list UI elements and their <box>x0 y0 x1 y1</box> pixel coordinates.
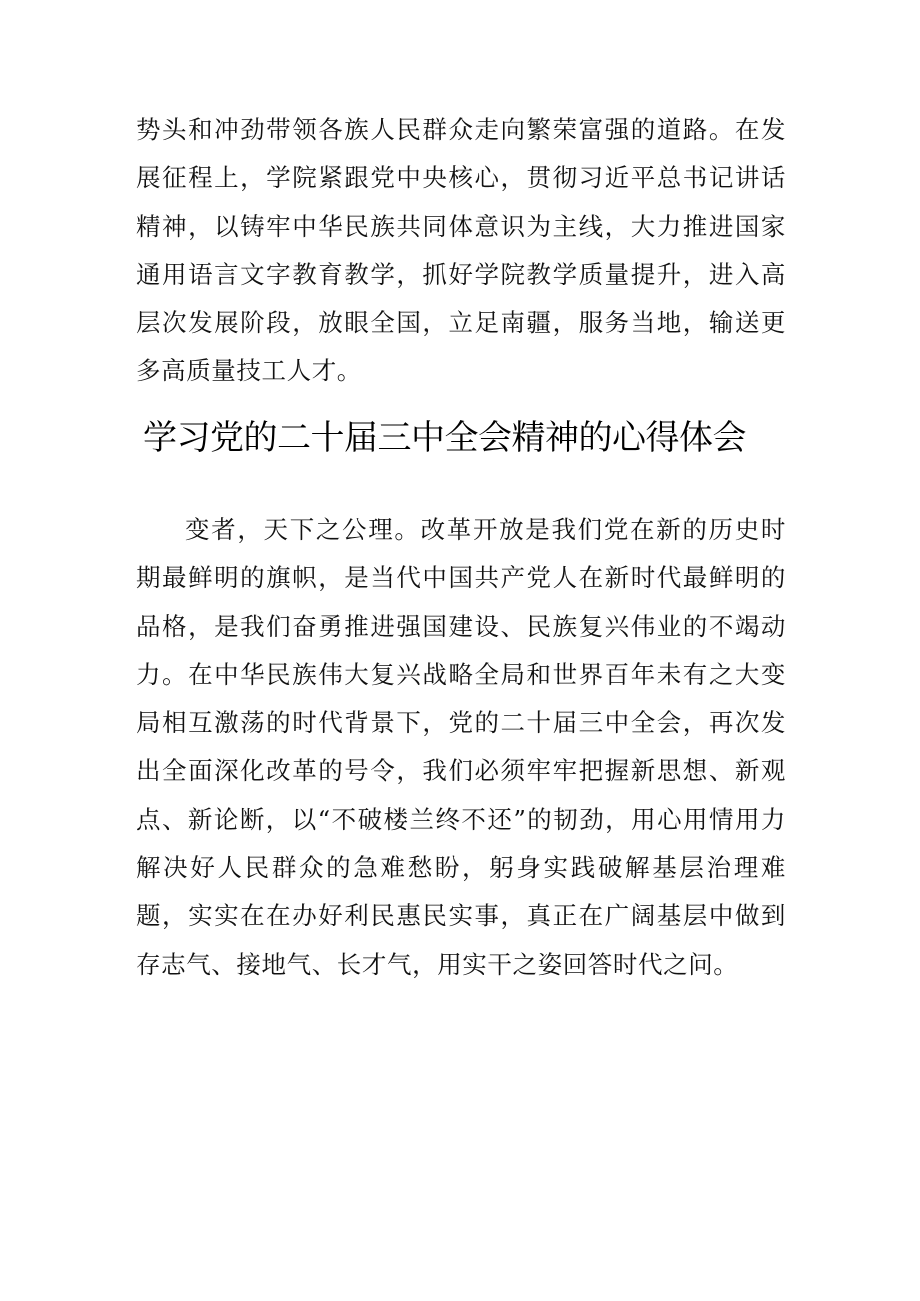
paragraph-continued: 势头和冲劲带领各族人民群众走向繁荣富强的道路。在发展征程上，学院紧跟党中央核心，贯彻习近平总书记讲话精神，以铸牢中华民族共同体意识为主线，大力推进国家通用语言文字教育教学，抓好学院教学质量提升，进入高层次发展阶段，放眼全国，立足南疆，服务当地，输送更多高质量技工人才。 <box>136 115 786 386</box>
section-heading: 学习党的二十届三中全会精神的心得体会 <box>143 418 746 458</box>
paragraph-body: 变者，天下之公理。改革开放是我们党在新的历史时期最鲜明的旗帜，是当代中国共产党人在新时代最鲜明的品格，是我们奋勇推进强国建设、民族复兴伟业的不竭动力。在中华民族伟大复兴战略全局和世界百年未有之大变局相互激荡的时代背景下，党的二十届三中全会，再次发出全面深化改革的号令，我们必须牢牢把握新思想、新观点、新论断，以“不破楼兰终不还”的韧劲，用心用情用力解决好人民群众的急难愁盼，躬身实践破解基层治理难题，实实在在办好利民惠民实事，真正在广阔基层中做到存志气、接地气、长才气，用实干之姿回答时代之问。 <box>136 515 786 979</box>
